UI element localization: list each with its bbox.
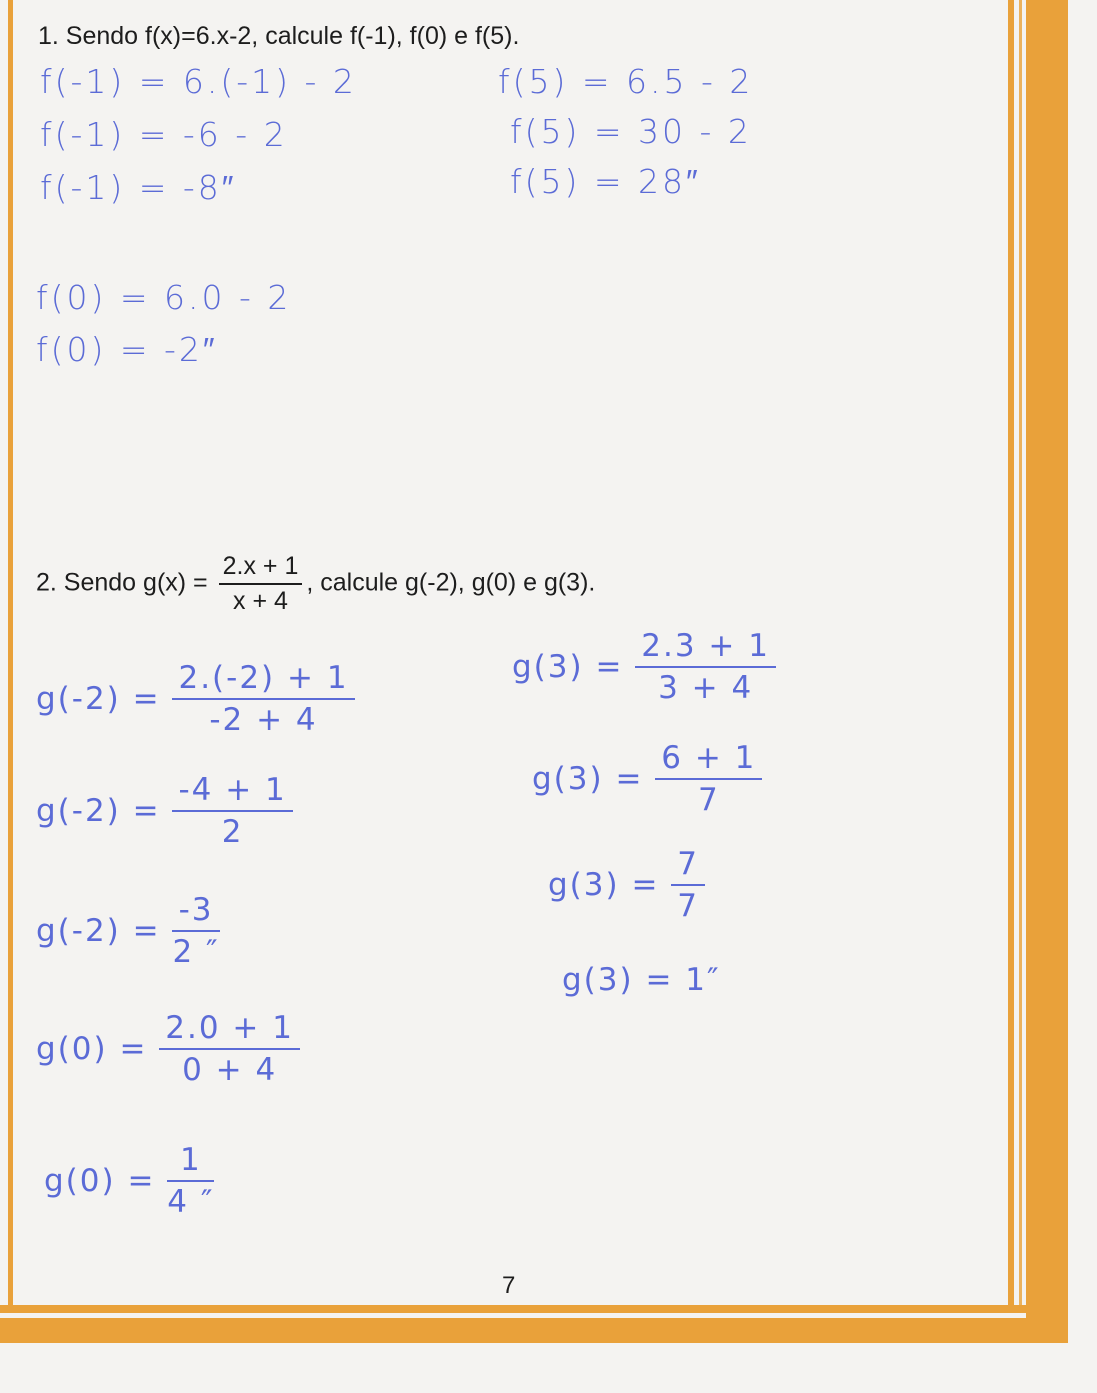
fraction (172, 892, 219, 970)
denominator: 2 ″ (172, 934, 220, 970)
numerator: 7 (671, 846, 705, 886)
frame-right-border (1008, 0, 1014, 1312)
frame-bottom-band (0, 1318, 1068, 1343)
fraction (159, 1010, 300, 1088)
numerator: 6 + 1 (655, 740, 762, 780)
work-g3-line1 (512, 628, 776, 706)
page-number: 7 (502, 1272, 516, 1299)
question-2-prefix: 2. Sendo (36, 568, 137, 597)
fraction (635, 628, 776, 706)
fraction (172, 660, 354, 738)
fraction (167, 1142, 214, 1220)
question-2-numerator: 2.x + 1 (219, 552, 303, 585)
numerator: 2.0 + 1 (159, 1010, 300, 1050)
lhs: g(0) = (44, 1163, 156, 1199)
work-g3-line4 (562, 960, 721, 998)
lhs: g(3) = (512, 649, 624, 685)
question-2-fraction (219, 552, 303, 616)
question-1: 1. Sendo f(x)=6.x-2, calcule f(-1), f(0) e f(5). (38, 22, 520, 50)
denominator: 7 (677, 888, 700, 924)
work-f-minus1-line3: f(-1) = -8″ (40, 168, 237, 207)
work-g3-line3 (548, 846, 705, 924)
work-f-minus1-line2: f(-1) = -6 - 2 (40, 115, 288, 154)
work-f0-line2: f(0) = -2″ (36, 330, 218, 369)
lhs: g(-2) = (36, 681, 161, 717)
lhs: g(3) = (532, 761, 644, 797)
numerator: -4 + 1 (172, 772, 292, 812)
question-2 (36, 552, 595, 616)
denominator: 0 + 4 (182, 1052, 278, 1088)
work-g-minus2-line1 (36, 660, 355, 738)
lhs: g(-2) = (36, 913, 161, 949)
work-f5-line3: f(5) = 28″ (510, 162, 701, 201)
question-2-suffix: , calcule g(-2), g(0) e g(3). (306, 568, 596, 597)
fraction (671, 846, 705, 924)
work-g-minus2-line3 (36, 892, 220, 970)
work-g3-line2 (532, 740, 762, 818)
denominator: 7 (697, 782, 720, 818)
work-g-minus2-line2 (36, 772, 293, 850)
lhs: g(3) = (548, 867, 660, 903)
fraction (172, 772, 292, 850)
denominator: 2 (221, 814, 244, 850)
work-g0-line2 (44, 1142, 214, 1220)
lhs: g(-2) = (36, 793, 161, 829)
lhs: g(3) = 1″ (562, 961, 721, 998)
work-f0-line1: f(0) = 6.0 - 2 (36, 278, 292, 317)
work-g0-line1 (36, 1010, 300, 1088)
numerator: 1 (167, 1142, 214, 1182)
frame-right-band (1026, 0, 1068, 1343)
question-2-func: g(x) = (143, 568, 208, 597)
work-f5-line1: f(5) = 6.5 - 2 (498, 62, 754, 101)
frame-right-border-thin (1019, 0, 1022, 1312)
work-f-minus1-line1: f(-1) = 6.(-1) - 2 (40, 62, 357, 101)
denominator: 3 + 4 (658, 670, 754, 706)
frame-left-border (8, 0, 13, 1312)
denominator: 4 ″ (167, 1184, 215, 1220)
numerator: -3 (172, 892, 219, 932)
numerator: 2.3 + 1 (635, 628, 776, 668)
denominator: -2 + 4 (209, 702, 318, 738)
lhs: g(0) = (36, 1031, 148, 1067)
question-2-denominator: x + 4 (233, 587, 288, 615)
fraction (655, 740, 762, 818)
frame-bottom-border (0, 1305, 1026, 1313)
work-f5-line2: f(5) = 30 - 2 (510, 112, 752, 151)
numerator: 2.(-2) + 1 (172, 660, 354, 700)
